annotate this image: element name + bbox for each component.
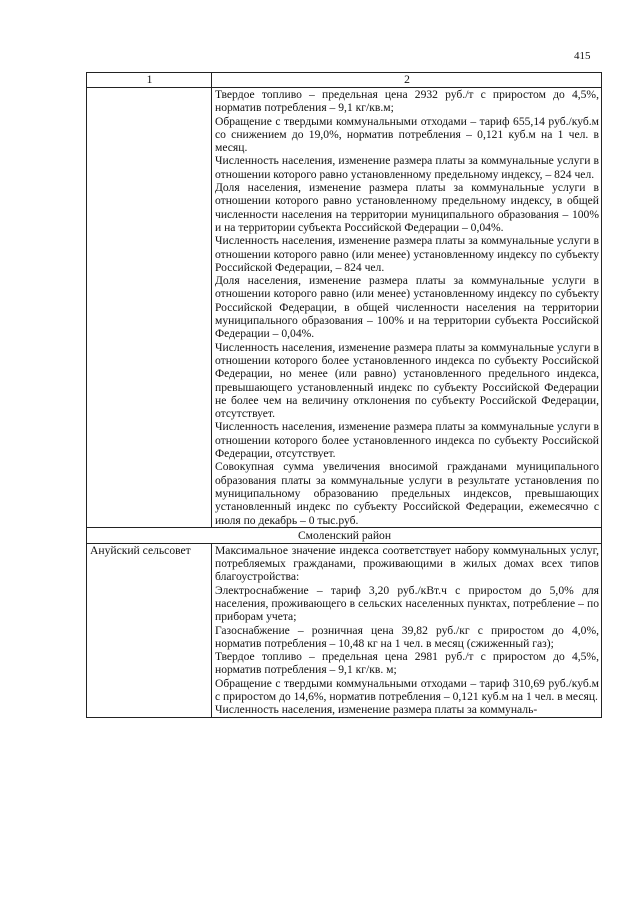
column-header-2: 2 xyxy=(212,73,602,88)
row-text-cell xyxy=(212,543,602,717)
paragraph: Твердое топливо – предельная цена 2981 руб./т с приростом до 4,5%, норматив потребления – 9,1 кг/кв. м; xyxy=(215,650,599,677)
row-label: Ануйский сельсовет xyxy=(87,543,212,717)
paragraph: Твердое топливо – предельная цена 2932 руб./т с приростом до 4,5%, норматив потребления – 9,1 кг/кв.м; xyxy=(215,88,599,115)
paragraph: Обращение с твердыми коммунальными отходами – тариф 655,14 руб./куб.м со снижением до 19,0%, норматив потребления – 0,121 куб.м на 1 чел. в месяц. xyxy=(215,114,599,155)
paragraph: Численность населения, изменение размера платы за коммунальные услуги в отношении которого равно (или менее) установленному индексу по субъекту Российской Федерации, – 824 чел. xyxy=(215,234,599,274)
paragraph: Численность населения, изменение размера платы за коммунальные услуги в отношении которого более установленного индекса по субъекту Российской Федерации, но менее (или равно) установленного предельного индекса, превышающего установленный индекс по субъекту Российской Федерации не более чем на величину отклонения по субъекту Российской Федерации, отсутствует. xyxy=(215,340,599,421)
paragraph: Доля населения, изменение размера платы за коммунальные услуги в отношении которого равно установленному предельному индексу, в общей численности населения на территории муниципального образования – 100% и на территории субъекта Российской Федерации – 0,04%. xyxy=(215,181,599,234)
paragraph: Численность населения, изменение размера платы за коммунальные услуги в отношении которого равно установленному предельному индексу, – 824 чел. xyxy=(215,154,599,181)
paragraph: Доля населения, изменение размера платы за коммунальные услуги в отношении которого равно (или менее) установленному индексу по субъекту Российской Федерации, в общей численности населения на территории муниципального образования – 100% и на территории субъекта Российской Федерации – 0,04%. xyxy=(215,274,599,341)
paragraph: Численность населения, изменение размера платы за коммунальные услуги в отношении которого более установленного индекса по субъекту Российской Федерации, отсутствует. xyxy=(215,420,599,461)
paragraph: Газоснабжение – розничная цена 39,82 руб./кг с приростом до 4,0%, норматив потребления – 10,48 кг на 1 чел. в месяц (сжиженный газ); xyxy=(215,623,599,650)
table-header-row xyxy=(87,73,602,88)
paragraph: Электроснабжение – тариф 3,20 руб./кВт.ч с приростом до 5,0% для населения, проживающего в сельских населенных пунктах, потребление – по приборам учета; xyxy=(215,583,599,624)
page-number: 415 xyxy=(574,50,591,62)
column-header-1: 1 xyxy=(87,73,212,88)
document-table xyxy=(86,72,602,718)
section-title: Смоленский район xyxy=(87,527,602,543)
paragraph: Максимальное значение индекса соответствует набору коммунальных услуг, потребляемых гражданами, проживающими в жилых домах всех типов благоустройства: xyxy=(215,543,599,584)
row-label xyxy=(87,88,212,528)
section-row xyxy=(87,527,602,543)
table-row xyxy=(87,88,602,528)
table-row xyxy=(87,543,602,717)
paragraph: Совокупная сумма увеличения вносимой гражданами муниципального образования платы за коммунальные услуги в результате установления по муниципальному образованию предельных индексов, превышающих установленный индекс по субъекту Российской Федерации, ежемесячно с июля по декабрь – 0 тыс.руб. xyxy=(215,460,599,527)
paragraph: Численность населения, изменение размера платы за коммуналь- xyxy=(215,703,538,717)
row-text-cell xyxy=(212,88,602,528)
paragraph: Обращение с твердыми коммунальными отходами – тариф 310,69 руб./куб.м с приростом до 14,6%, норматив потребления – 0,121 куб.м на 1 чел. в месяц. xyxy=(215,676,599,704)
